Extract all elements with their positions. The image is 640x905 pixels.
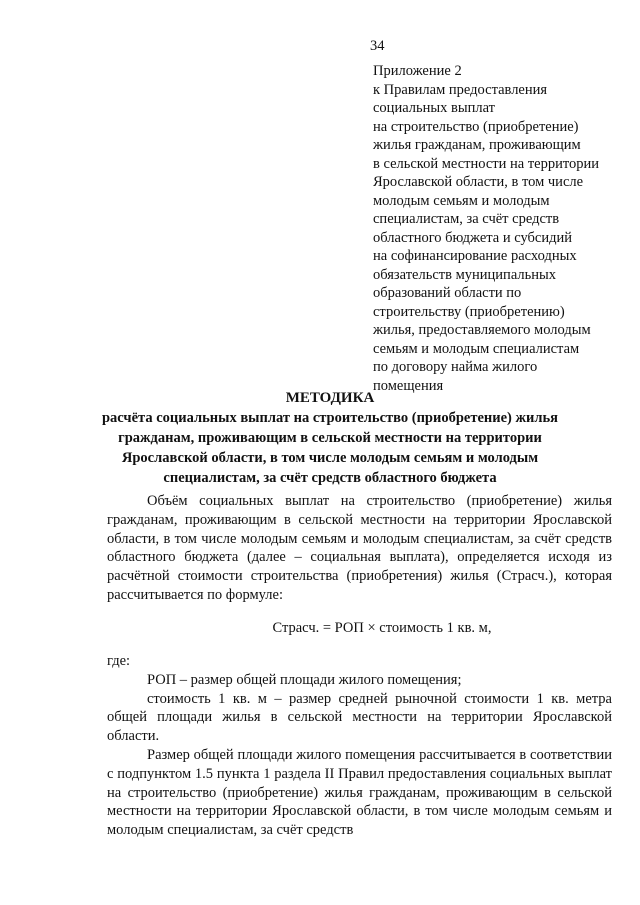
annex-line: областного бюджета и субсидий [373,229,573,246]
annex-line: строительству (приобретению) [373,303,565,320]
annex-line: обязательств муниципальных [373,266,556,283]
annex-line: молодым семьям и молодым [373,192,550,209]
annex-line: на строительство (приобретение) [373,118,579,135]
title-heading: МЕТОДИКА [285,390,375,406]
definition-rop: РОП – размер общей площади жилого помещения; [147,671,462,688]
annex-line: на софинансирование расходных [373,248,577,264]
page-number: 34 [370,38,385,54]
body-paragraph: Размер общей площади жилого помещения рассчитывается в соответствии с подпунктом 1.5 пункта 1 раздела II Правил предоставления социальных выплат на строительство (приобретение) жилья гражданам, проживающим в сельской местности на территории Ярославской области, в том числе молодым семьям и молодым специалистам, за счёт средств [107,746,612,839]
annex-line: специалистам, за счёт средств [373,211,560,227]
body-paragraph: Объём социальных выплат на строительство (приобретение) жилья гражданам, проживающим в сельской местности на территории Ярославской области, в том числе молодым семьям и молодым специалистам, за счёт средств областного бюджета (далее – социальная выплата), определяется исходя из расчётной стоимости строительства (приобретения) жилья (Страсч.), которая рассчитывается по формуле: [107,493,612,603]
annex-header [373,62,623,395]
annex-line: жилья, предоставляемого молодым [373,322,591,338]
body-text [107,492,612,605]
annex-line: Ярославской области, в том числе [373,174,584,190]
annex-line: жилья гражданам, проживающим [373,137,581,153]
formula: Страсч. = РОП × стоимость 1 кв. м, [272,620,492,636]
annex-line: в сельской местности на территории [373,155,600,172]
annex-line: к Правилам предоставления [373,81,548,98]
annex-line: Приложение 2 [373,63,462,79]
annex-line: помещения [373,377,444,394]
document-title [80,388,580,488]
annex-line: семьям и молодым специалистам [373,340,580,357]
definition-cost: стоимость 1 кв. м – размер средней рыночной стоимости 1 кв. метра общей площади жилья в сельской местности на территории Ярославской области. [107,690,612,745]
title-subtitle: расчёта социальных выплат на строительство (приобретение) жилья гражданам, проживающим в сельской местности на территории Ярославской области, в том числе молодым семьям и молодым специалистам, за счёт средств областного бюджета [101,410,559,486]
where-label: где: [107,653,131,669]
definitions [107,652,612,840]
annex-line: по договору найма жилого [373,359,538,375]
annex-line: социальных выплат [373,100,495,116]
annex-line: образований области по [373,285,522,301]
